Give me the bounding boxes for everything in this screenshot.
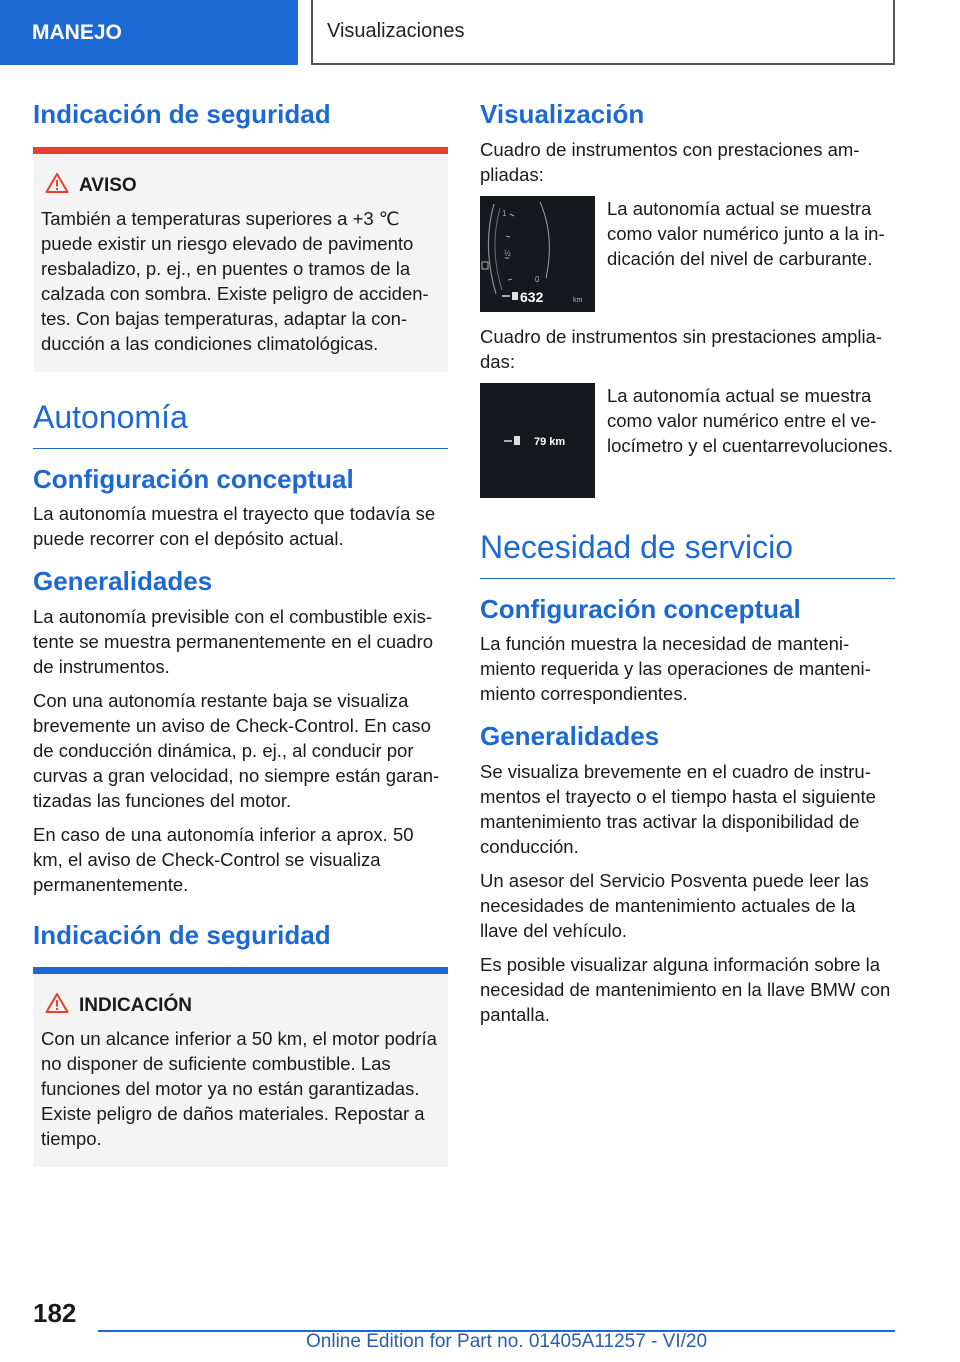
general-paragraph: La autonomía previsible con el combustible existente se muestra permanentemente en el cuadro de instrumentos.: [33, 605, 434, 677]
chapter-label: Visualizaciones: [327, 20, 465, 42]
warning-label: AVISO: [79, 174, 137, 196]
concept-text: La autonomía muestra el trayecto que todavía se puede recorrer con el depósito actual.: [33, 503, 436, 550]
edition-note: Online Edition for Part no. 01405A11257 - VI/20: [306, 1331, 708, 1352]
notice-label: INDICACIÓN: [79, 995, 192, 1017]
safety-heading: Indicación de seguridad: [33, 919, 331, 950]
notice-text: Con un alcance inferior a 50 km, el motor podría no disponer de suficiente combustible. Las funciones del motor ya no están garantizadas. Existe peligro de daños materiales. Repostar a tiempo.: [41, 1028, 437, 1150]
instrument-cluster-image: [480, 196, 595, 312]
range-value: 79 km: [534, 435, 566, 448]
general-heading: Generalidades: [33, 566, 213, 597]
gauge-tick-label: 0: [535, 274, 540, 284]
range-unit: km: [573, 296, 583, 304]
section-label: MANEJO: [32, 20, 122, 44]
general-paragraph: Un asesor del Servicio Posventa puede leer las necesidades de mantenimiento actuales de la llave del vehículo.: [480, 869, 869, 941]
section-title-autonomy: Autonomía: [33, 398, 448, 449]
gauge-tick-label: 1: [502, 208, 507, 218]
concept-text: La función muestra la necesidad de mantenimiento requerida y las operaciones de mantenimiento correspondientes.: [480, 633, 871, 705]
chapter-tab: [311, 0, 895, 65]
warning-text: También a temperaturas superiores a +3 ℃ puede existir un riesgo elevado de pavimento resbaladizo, p. ej., en puentes o tramos de la calzada con sombra. Existe peligro de accidentes. Con bajas temperaturas, adaptar la conducción a las condiciones climatológicas.: [41, 207, 429, 354]
figure-caption: La autonomía actual se muestra como valor numérico entre el velocímetro y el cuentarrevoluciones.: [607, 384, 893, 456]
display-intro: Cuadro de instrumentos con prestaciones ampliadas:: [480, 138, 860, 185]
gauge-tick-label: ½: [504, 248, 511, 258]
figure-caption: La autonomía actual se muestra como valor numérico junto a la indicación del nivel de carburante.: [607, 197, 885, 269]
general-paragraph: Con una autonomía restante baja se visualiza brevemente un aviso de Check-Control. En caso de conducción dinámica, p. ej., al conducir por curvas a gran velocidad, no siempre están garantizadas las funciones del motor.: [33, 689, 440, 811]
concept-heading: Configuración conceptual: [33, 463, 354, 494]
range-value: 632: [520, 288, 544, 305]
notice-box: [33, 967, 448, 1167]
instrument-cluster-image: [480, 383, 595, 498]
left-column: [33, 98, 448, 1193]
warning-triangle-icon: [45, 992, 69, 1020]
display-heading: Visualización: [480, 99, 645, 129]
general-paragraph: Es posible visualizar alguna información sobre la necesidad de mantenimiento en la llave BMW con pantalla.: [480, 953, 891, 1025]
figure-row: [480, 196, 895, 312]
section-tab: [0, 0, 298, 65]
right-column: [480, 98, 895, 1036]
page-number: 182: [33, 1298, 77, 1328]
section-title-service: Necesidad de servicio: [480, 528, 895, 579]
general-paragraph: En caso de una autonomía inferior a aprox. 50 km, el aviso de Check-Control se visualiza permanentemente.: [33, 823, 414, 895]
general-paragraph: Se visualiza brevemente en el cuadro de instrumentos el trayecto o el tiempo hasta el siguiente mantenimiento tras activar la disponibilidad de conducción.: [480, 760, 876, 857]
warning-triangle-icon: [45, 172, 69, 200]
display-intro: Cuadro de instrumentos sin prestaciones ampliadas:: [480, 325, 883, 372]
safety-heading: Indicación de seguridad: [33, 99, 331, 129]
concept-heading: Configuración conceptual: [480, 593, 801, 624]
warning-box: [33, 147, 448, 372]
general-heading: Generalidades: [480, 721, 660, 752]
figure-row: [480, 383, 895, 498]
